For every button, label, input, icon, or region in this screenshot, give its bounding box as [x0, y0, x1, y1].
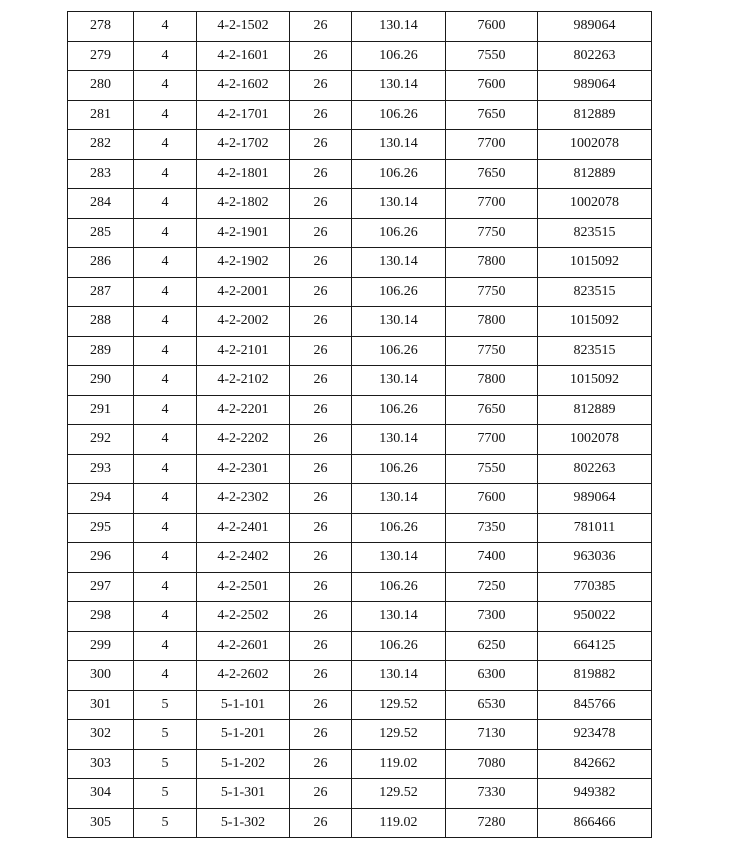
- row-number-cell: 305: [68, 808, 134, 838]
- building-cell: 4: [134, 307, 197, 337]
- table-row: [68, 159, 652, 189]
- area-cell: 130.14: [352, 543, 446, 573]
- building-cell: 4: [134, 336, 197, 366]
- unit-price-cell: 6250: [446, 631, 538, 661]
- unit-cell: 4-2-1801: [197, 159, 290, 189]
- table-row: [68, 661, 652, 691]
- unit-cell: 4-2-2602: [197, 661, 290, 691]
- table-row: [68, 100, 652, 130]
- row-number-cell: 290: [68, 366, 134, 396]
- floors-cell: 26: [290, 661, 352, 691]
- total-price-cell: 1015092: [538, 248, 652, 278]
- total-price-cell: 823515: [538, 336, 652, 366]
- unit-price-cell: 7550: [446, 454, 538, 484]
- building-cell: 4: [134, 189, 197, 219]
- unit-price-cell: 7080: [446, 749, 538, 779]
- unit-price-cell: 7280: [446, 808, 538, 838]
- total-price-cell: 770385: [538, 572, 652, 602]
- floors-cell: 26: [290, 602, 352, 632]
- floors-cell: 26: [290, 71, 352, 101]
- floors-cell: 26: [290, 690, 352, 720]
- building-cell: 4: [134, 631, 197, 661]
- table-row: [68, 454, 652, 484]
- building-cell: 4: [134, 12, 197, 42]
- unit-price-cell: 6300: [446, 661, 538, 691]
- table-row: [68, 12, 652, 42]
- total-price-cell: 923478: [538, 720, 652, 750]
- floors-cell: 26: [290, 808, 352, 838]
- row-number-cell: 288: [68, 307, 134, 337]
- row-number-cell: 300: [68, 661, 134, 691]
- table-row: [68, 307, 652, 337]
- row-number-cell: 278: [68, 12, 134, 42]
- unit-cell: 4-2-2301: [197, 454, 290, 484]
- total-price-cell: 802263: [538, 454, 652, 484]
- unit-cell: 4-2-2101: [197, 336, 290, 366]
- table-row: [68, 484, 652, 514]
- unit-price-cell: 7800: [446, 248, 538, 278]
- row-number-cell: 296: [68, 543, 134, 573]
- row-number-cell: 304: [68, 779, 134, 809]
- table-row: [68, 277, 652, 307]
- total-price-cell: 823515: [538, 218, 652, 248]
- total-price-cell: 963036: [538, 543, 652, 573]
- area-cell: 130.14: [352, 248, 446, 278]
- row-number-cell: 285: [68, 218, 134, 248]
- floors-cell: 26: [290, 189, 352, 219]
- building-cell: 4: [134, 366, 197, 396]
- unit-price-cell: 7600: [446, 484, 538, 514]
- building-cell: 5: [134, 749, 197, 779]
- area-cell: 106.26: [352, 159, 446, 189]
- unit-price-cell: 7600: [446, 12, 538, 42]
- unit-cell: 5-1-101: [197, 690, 290, 720]
- floors-cell: 26: [290, 277, 352, 307]
- row-number-cell: 294: [68, 484, 134, 514]
- area-cell: 130.14: [352, 12, 446, 42]
- total-price-cell: 949382: [538, 779, 652, 809]
- area-cell: 106.26: [352, 336, 446, 366]
- area-cell: 106.26: [352, 631, 446, 661]
- area-cell: 106.26: [352, 513, 446, 543]
- building-cell: 5: [134, 779, 197, 809]
- unit-cell: 4-2-1701: [197, 100, 290, 130]
- total-price-cell: 842662: [538, 749, 652, 779]
- table-row: [68, 572, 652, 602]
- total-price-cell: 950022: [538, 602, 652, 632]
- total-price-cell: 802263: [538, 41, 652, 71]
- floors-cell: 26: [290, 779, 352, 809]
- area-cell: 130.14: [352, 602, 446, 632]
- area-cell: 130.14: [352, 484, 446, 514]
- unit-price-cell: 6530: [446, 690, 538, 720]
- table-row: [68, 71, 652, 101]
- building-cell: 4: [134, 513, 197, 543]
- building-cell: 4: [134, 71, 197, 101]
- area-cell: 130.14: [352, 366, 446, 396]
- floors-cell: 26: [290, 425, 352, 455]
- unit-cell: 4-2-2002: [197, 307, 290, 337]
- unit-price-cell: 7750: [446, 336, 538, 366]
- total-price-cell: 823515: [538, 277, 652, 307]
- table-row: [68, 130, 652, 160]
- floors-cell: 26: [290, 720, 352, 750]
- area-cell: 130.14: [352, 189, 446, 219]
- table-row: [68, 808, 652, 838]
- unit-cell: 5-1-201: [197, 720, 290, 750]
- unit-cell: 5-1-302: [197, 808, 290, 838]
- total-price-cell: 989064: [538, 12, 652, 42]
- row-number-cell: 286: [68, 248, 134, 278]
- floors-cell: 26: [290, 513, 352, 543]
- unit-price-cell: 7700: [446, 189, 538, 219]
- building-cell: 4: [134, 395, 197, 425]
- row-number-cell: 299: [68, 631, 134, 661]
- row-number-cell: 297: [68, 572, 134, 602]
- unit-price-cell: 7350: [446, 513, 538, 543]
- floors-cell: 26: [290, 749, 352, 779]
- area-cell: 106.26: [352, 454, 446, 484]
- unit-cell: 4-2-2201: [197, 395, 290, 425]
- row-number-cell: 282: [68, 130, 134, 160]
- unit-price-cell: 7650: [446, 395, 538, 425]
- building-cell: 4: [134, 218, 197, 248]
- area-cell: 129.52: [352, 690, 446, 720]
- total-price-cell: 1002078: [538, 189, 652, 219]
- row-number-cell: 281: [68, 100, 134, 130]
- row-number-cell: 284: [68, 189, 134, 219]
- building-cell: 4: [134, 572, 197, 602]
- table-row: [68, 248, 652, 278]
- table-row: [68, 690, 652, 720]
- total-price-cell: 1002078: [538, 425, 652, 455]
- unit-price-cell: 7800: [446, 366, 538, 396]
- table-row: [68, 41, 652, 71]
- row-number-cell: 292: [68, 425, 134, 455]
- area-cell: 106.26: [352, 100, 446, 130]
- total-price-cell: 989064: [538, 71, 652, 101]
- table-body: [68, 12, 652, 838]
- unit-cell: 4-2-2501: [197, 572, 290, 602]
- floors-cell: 26: [290, 12, 352, 42]
- building-cell: 5: [134, 690, 197, 720]
- table-row: [68, 189, 652, 219]
- unit-cell: 5-1-202: [197, 749, 290, 779]
- unit-price-cell: 7750: [446, 277, 538, 307]
- table-row: [68, 336, 652, 366]
- area-cell: 130.14: [352, 425, 446, 455]
- area-cell: 106.26: [352, 395, 446, 425]
- area-cell: 129.52: [352, 779, 446, 809]
- table-row: [68, 631, 652, 661]
- unit-cell: 4-2-1502: [197, 12, 290, 42]
- price-list-table: [67, 11, 652, 838]
- total-price-cell: 819882: [538, 661, 652, 691]
- row-number-cell: 295: [68, 513, 134, 543]
- total-price-cell: 1015092: [538, 307, 652, 337]
- area-cell: 106.26: [352, 41, 446, 71]
- floors-cell: 26: [290, 631, 352, 661]
- row-number-cell: 298: [68, 602, 134, 632]
- floors-cell: 26: [290, 454, 352, 484]
- floors-cell: 26: [290, 218, 352, 248]
- area-cell: 130.14: [352, 661, 446, 691]
- floors-cell: 26: [290, 248, 352, 278]
- area-cell: 130.14: [352, 71, 446, 101]
- building-cell: 4: [134, 484, 197, 514]
- area-cell: 106.26: [352, 572, 446, 602]
- row-number-cell: 293: [68, 454, 134, 484]
- building-cell: 4: [134, 661, 197, 691]
- unit-cell: 4-2-2601: [197, 631, 290, 661]
- total-price-cell: 812889: [538, 395, 652, 425]
- floors-cell: 26: [290, 543, 352, 573]
- row-number-cell: 291: [68, 395, 134, 425]
- floors-cell: 26: [290, 41, 352, 71]
- building-cell: 5: [134, 808, 197, 838]
- unit-cell: 4-2-2502: [197, 602, 290, 632]
- total-price-cell: 781011: [538, 513, 652, 543]
- row-number-cell: 303: [68, 749, 134, 779]
- table-row: [68, 720, 652, 750]
- building-cell: 4: [134, 543, 197, 573]
- area-cell: 106.26: [352, 218, 446, 248]
- row-number-cell: 289: [68, 336, 134, 366]
- floors-cell: 26: [290, 366, 352, 396]
- unit-cell: 4-2-2001: [197, 277, 290, 307]
- unit-cell: 4-2-1702: [197, 130, 290, 160]
- area-cell: 130.14: [352, 130, 446, 160]
- table-row: [68, 513, 652, 543]
- row-number-cell: 283: [68, 159, 134, 189]
- building-cell: 4: [134, 454, 197, 484]
- floors-cell: 26: [290, 572, 352, 602]
- unit-price-cell: 7650: [446, 159, 538, 189]
- area-cell: 119.02: [352, 808, 446, 838]
- floors-cell: 26: [290, 130, 352, 160]
- unit-price-cell: 7400: [446, 543, 538, 573]
- unit-price-cell: 7700: [446, 130, 538, 160]
- area-cell: 129.52: [352, 720, 446, 750]
- unit-price-cell: 7650: [446, 100, 538, 130]
- area-cell: 119.02: [352, 749, 446, 779]
- unit-price-cell: 7250: [446, 572, 538, 602]
- unit-cell: 4-2-2402: [197, 543, 290, 573]
- unit-cell: 5-1-301: [197, 779, 290, 809]
- total-price-cell: 1015092: [538, 366, 652, 396]
- unit-cell: 4-2-2401: [197, 513, 290, 543]
- unit-cell: 4-2-1602: [197, 71, 290, 101]
- floors-cell: 26: [290, 159, 352, 189]
- unit-cell: 4-2-1601: [197, 41, 290, 71]
- unit-cell: 4-2-1901: [197, 218, 290, 248]
- row-number-cell: 279: [68, 41, 134, 71]
- unit-price-cell: 7750: [446, 218, 538, 248]
- building-cell: 4: [134, 130, 197, 160]
- unit-price-cell: 7800: [446, 307, 538, 337]
- table-row: [68, 779, 652, 809]
- total-price-cell: 866466: [538, 808, 652, 838]
- table-row: [68, 543, 652, 573]
- area-cell: 106.26: [352, 277, 446, 307]
- unit-cell: 4-2-1802: [197, 189, 290, 219]
- total-price-cell: 1002078: [538, 130, 652, 160]
- row-number-cell: 280: [68, 71, 134, 101]
- unit-cell: 4-2-1902: [197, 248, 290, 278]
- total-price-cell: 989064: [538, 484, 652, 514]
- unit-cell: 4-2-2102: [197, 366, 290, 396]
- floors-cell: 26: [290, 395, 352, 425]
- total-price-cell: 664125: [538, 631, 652, 661]
- building-cell: 5: [134, 720, 197, 750]
- building-cell: 4: [134, 277, 197, 307]
- total-price-cell: 845766: [538, 690, 652, 720]
- unit-price-cell: 7130: [446, 720, 538, 750]
- building-cell: 4: [134, 425, 197, 455]
- unit-price-cell: 7300: [446, 602, 538, 632]
- building-cell: 4: [134, 602, 197, 632]
- table-row: [68, 366, 652, 396]
- building-cell: 4: [134, 248, 197, 278]
- unit-price-cell: 7330: [446, 779, 538, 809]
- row-number-cell: 301: [68, 690, 134, 720]
- table-row: [68, 395, 652, 425]
- area-cell: 130.14: [352, 307, 446, 337]
- table-row: [68, 425, 652, 455]
- unit-cell: 4-2-2202: [197, 425, 290, 455]
- floors-cell: 26: [290, 100, 352, 130]
- table-row: [68, 218, 652, 248]
- row-number-cell: 302: [68, 720, 134, 750]
- building-cell: 4: [134, 100, 197, 130]
- total-price-cell: 812889: [538, 159, 652, 189]
- building-cell: 4: [134, 41, 197, 71]
- table-row: [68, 749, 652, 779]
- floors-cell: 26: [290, 307, 352, 337]
- unit-price-cell: 7550: [446, 41, 538, 71]
- unit-price-cell: 7700: [446, 425, 538, 455]
- unit-cell: 4-2-2302: [197, 484, 290, 514]
- floors-cell: 26: [290, 336, 352, 366]
- total-price-cell: 812889: [538, 100, 652, 130]
- floors-cell: 26: [290, 484, 352, 514]
- table-row: [68, 602, 652, 632]
- unit-price-cell: 7600: [446, 71, 538, 101]
- row-number-cell: 287: [68, 277, 134, 307]
- building-cell: 4: [134, 159, 197, 189]
